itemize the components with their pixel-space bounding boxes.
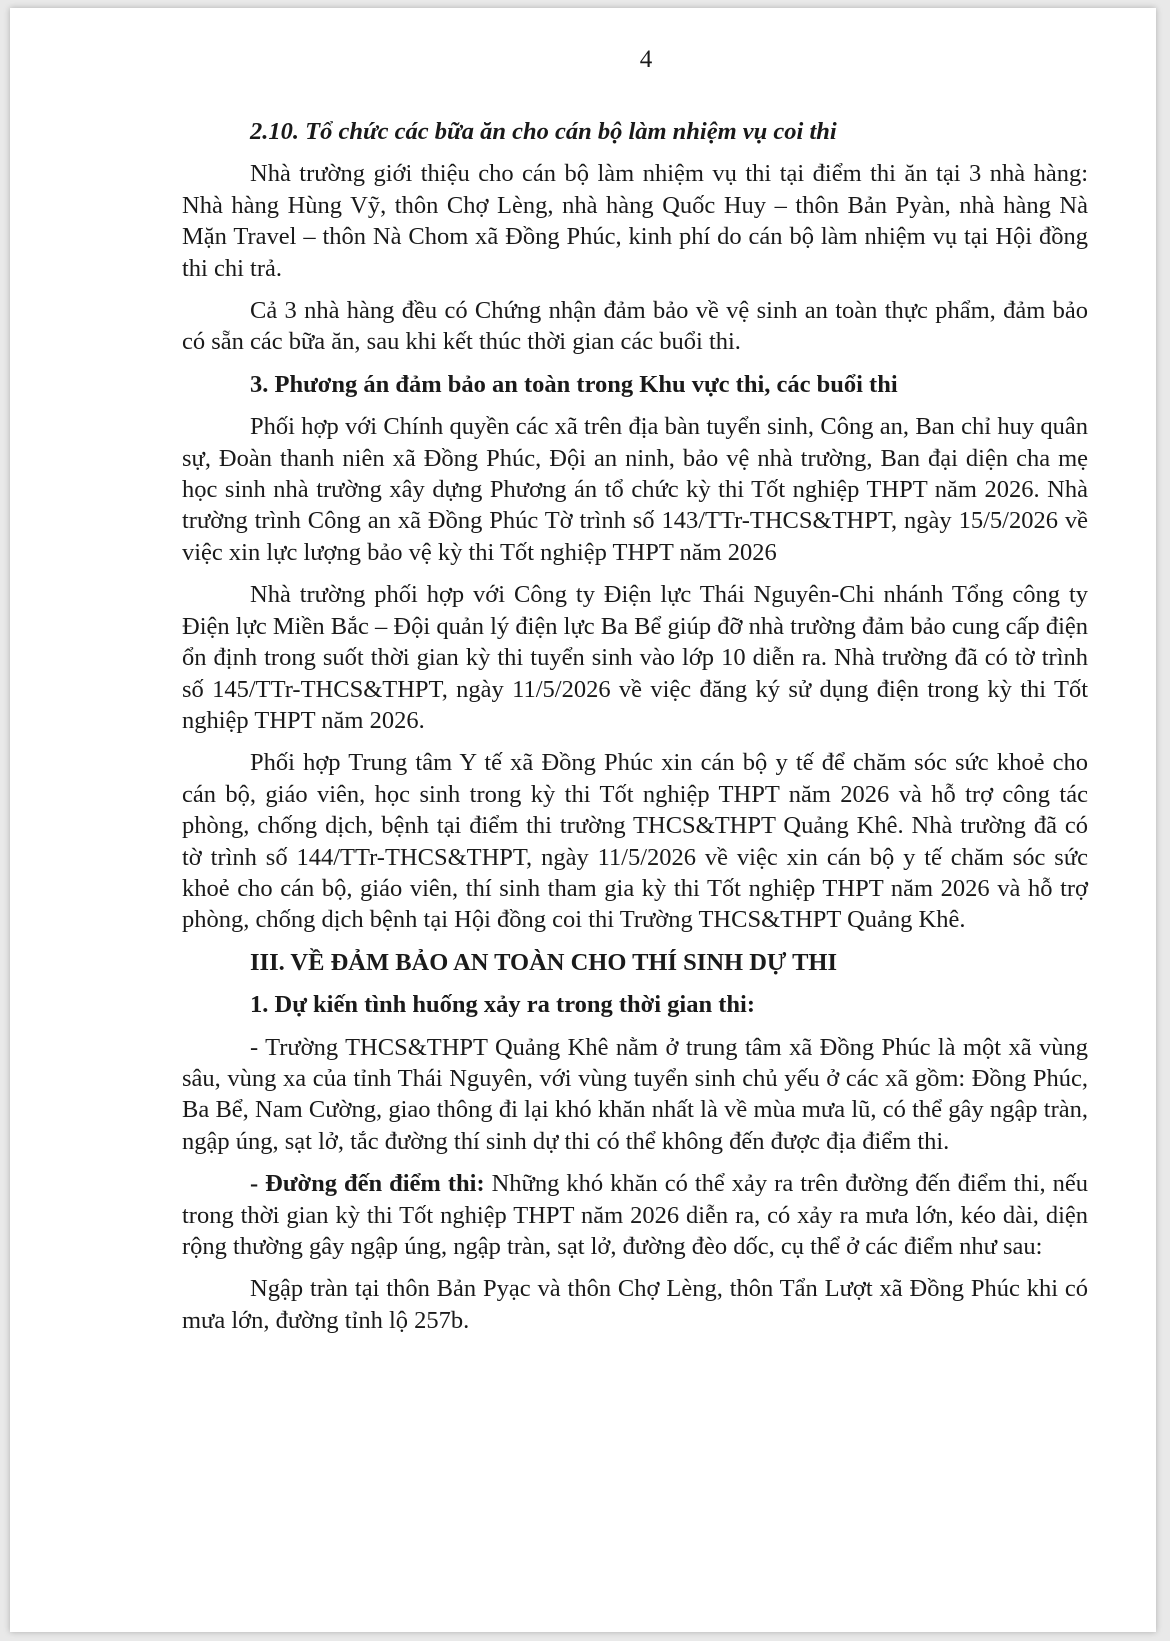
- paragraph-health-center: Phối hợp Trung tâm Y tế xã Đồng Phúc xin cán bộ y tế để chăm sóc sức khoẻ cho cán bộ, giáo viên, học sinh trong kỳ thi Tốt nghiệp THPT năm 2026 và hỗ trợ công tác phòng, chống dịch, bệnh tại điểm thi trường THCS&THPT Quảng Khê. Nhà trường đã có tờ trình số 144/TTr-THCS&THPT, ngày 11/5/2026 về việc xin cán bộ y tế chăm sóc sức khoẻ cho cán bộ, giáo viên, thí sinh tham gia kỳ thi Tốt nghiệp THPT năm 2026 và hỗ trợ phòng, chống dịch bệnh tại Hội đồng coi thi Trường THCS&THPT Quảng Khê.: [182, 749, 1088, 934]
- paragraph-road-to-exam: [182, 1168, 1088, 1262]
- paragraph-food-safety: Cả 3 nhà hàng đều có Chứng nhận đảm bảo về vệ sinh an toàn thực phẩm, đảm bảo có sẵn các bữa ăn, sau khi kết thúc thời gian các buổi thi.: [182, 297, 1088, 356]
- heading-meals: 2.10. Tổ chức các bữa ăn cho cán bộ làm nhiệm vụ coi thi: [250, 118, 837, 145]
- paragraph-electricity: Nhà trường phối hợp với Công ty Điện lực Thái Nguyên-Chi nhánh Tổng công ty Điện lực Miền Bắc – Đội quản lý điện lực Ba Bể giúp đỡ nhà trường đảm bảo cung cấp điện ổn định trong suốt thời gian kỳ thi tuyển sinh vào lớp 10 diễn ra. Nhà trường đã có tờ trình số 145/TTr-THCS&THPT, ngày 11/5/2026 về việc đăng ký sử dụng điện trong kỳ thi Tốt nghiệp THPT năm 2026.: [182, 581, 1088, 734]
- paragraph-coordination: Phối hợp với Chính quyền các xã trên địa bàn tuyển sinh, Công an, Ban chỉ huy quân sự, Đoàn thanh niên xã Đồng Phúc, Đội an ninh, bảo vệ nhà trường, Ban đại diện cha mẹ học sinh nhà trường xây dựng Phương án tổ chức kỳ thi Tốt nghiệp THPT năm 2026. Nhà trường trình Công an xã Đồng Phúc Tờ trình số 143/TTr-THCS&THPT, ngày 15/5/2026 về việc xin lực lượng bảo vệ kỳ thi Tốt nghiệp THPT năm 2026: [182, 413, 1088, 566]
- heading-candidate-safety: III. VỀ ĐẢM BẢO AN TOÀN CHO THÍ SINH DỰ THI: [250, 948, 837, 976]
- heading-anticipated-situations: 1. Dự kiến tình huống xảy ra trong thời gian thi:: [250, 991, 755, 1019]
- page-number: 4: [639, 46, 653, 73]
- paragraph-flooding: Ngập tràn tại thôn Bản Pyạc và thôn Chợ Lèng, thôn Tẩn Lượt xã Đồng Phúc khi có mưa lớn, đường tỉnh lộ 257b.: [182, 1275, 1088, 1334]
- paragraph-school-location: - Trường THCS&THPT Quảng Khê nằm ở trung tâm xã Đồng Phúc là một xã vùng sâu, vùng xa của tỉnh Thái Nguyên, với vùng tuyển sinh chủ yếu ở các xã gồm: Đồng Phúc, Ba Bể, Nam Cường, giao thông đi lại khó khăn nhất là về mùa mưa lũ, có thể gây ngập tràn, ngập úng, sạt lở, tắc đường thí sinh dự thi có thể không đến được địa điểm thi.: [182, 1033, 1088, 1155]
- document-body: [182, 116, 1088, 1347]
- road-to-exam-label: - Đường đến điểm thi:: [250, 1170, 485, 1198]
- heading-safety-plan: 3. Phương án đảm bảo an toàn trong Khu vực thi, các buổi thi: [250, 370, 898, 398]
- road-to-exam-text: Những khó khăn có thể xảy ra trên đường đến điểm thi, nếu trong thời gian kỳ thi Tốt nghiệp THPT năm 2026 diễn ra, có xảy ra mưa lớn, kéo dài, diện rộng thường gây ngập úng, ngập tràn, sạt lở, đường đèo dốc, cụ thể ở các điểm như sau:: [182, 1170, 1089, 1260]
- paragraph-restaurants: Nhà trường giới thiệu cho cán bộ làm nhiệm vụ thi tại điểm thi ăn tại 3 nhà hàng: Nhà hàng Hùng Vỹ, thôn Chợ Lèng, nhà hàng Quốc Huy – thôn Bản Pyàn, nhà hàng Nà Mặn Travel – thôn Nà Chom xã Đồng Phúc, kinh phí do cán bộ làm nhiệm vụ tại Hội đồng thi chi trả.: [182, 160, 1088, 282]
- document-page: [10, 8, 1156, 1632]
